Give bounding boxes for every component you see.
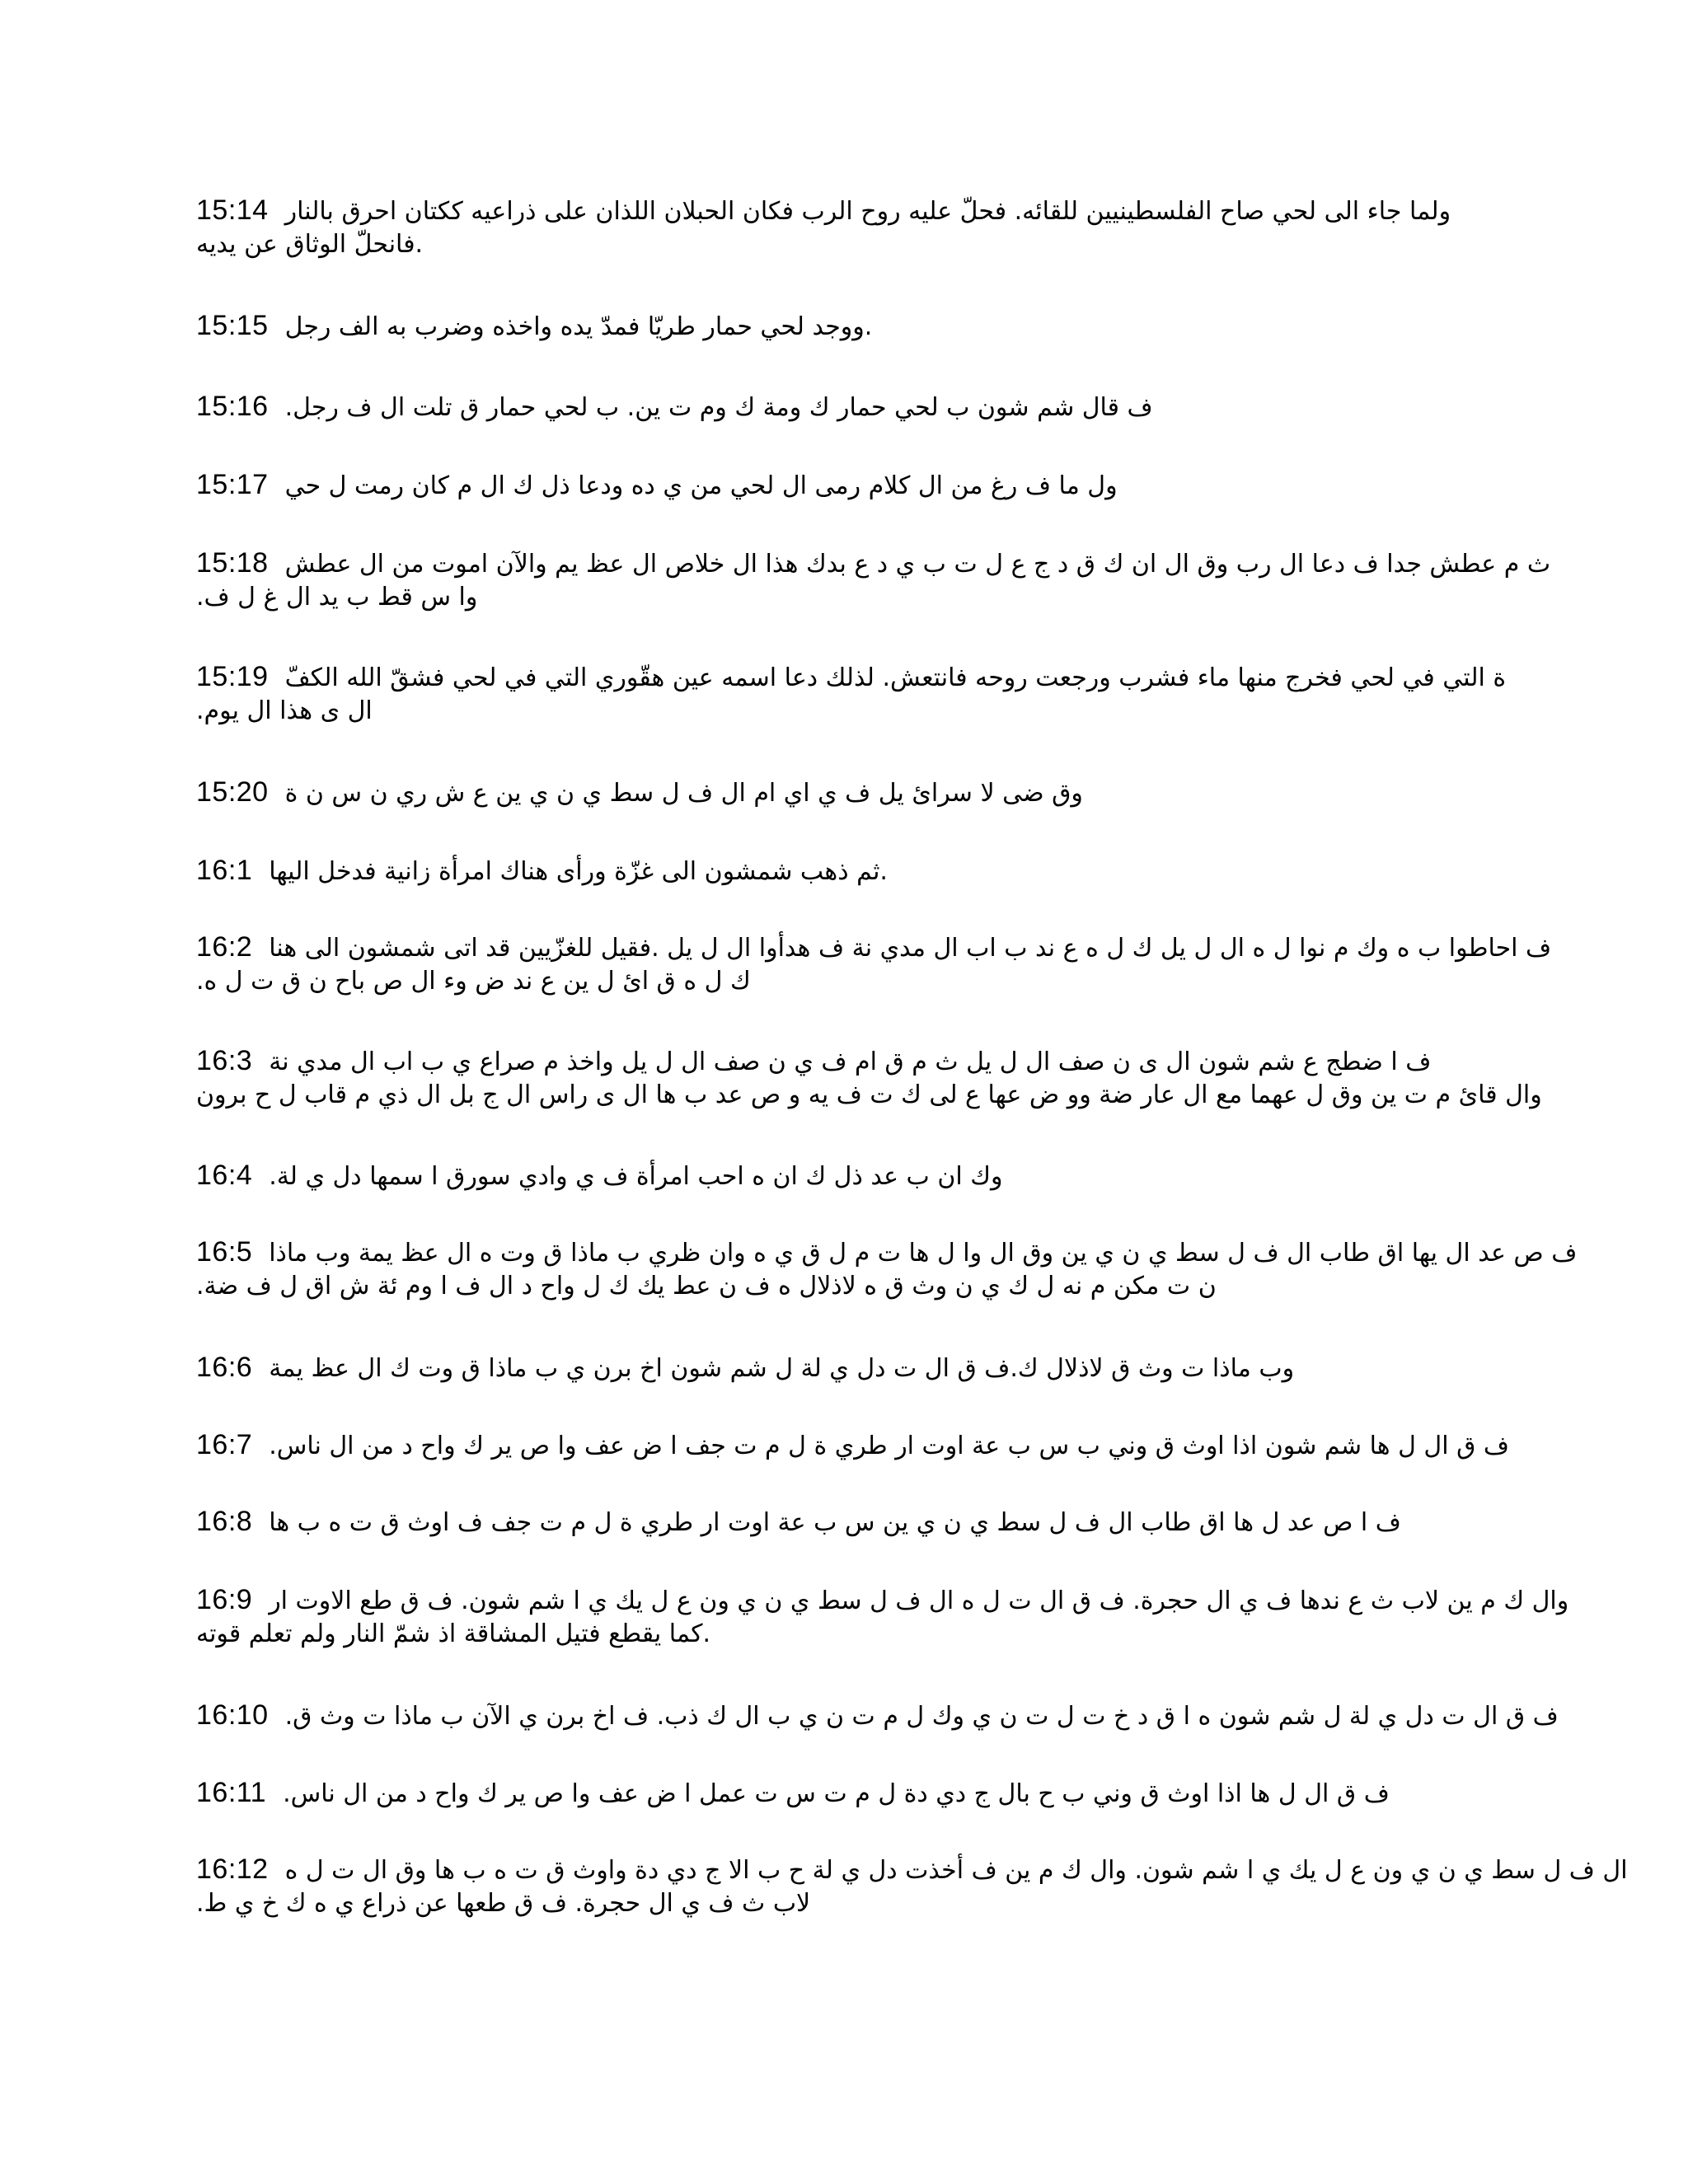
verse-15-15 xyxy=(196,310,1482,341)
verse-text: ف احاطوا ب ه وك م نوا ل ه ال ل يل ك ل ه ع ند ب اب ال مدي نة ف هدأوا ال ل يل .فقيل للغزّيين قد اتى شمشون الى هنا xyxy=(269,934,1552,963)
verse-15-14 xyxy=(196,194,1482,260)
verse-text: ول ما ف رغ من ال كلام رمى ال لحي من ي ده ودعا ذل ك ال م كان رمت ل حي xyxy=(284,471,1118,500)
verse-text: ة التي في لحي فخرج منها ماء فشرب ورجعت روحه فانتعش. لذلك دعا اسمه عين هقّوري التي في لحي فشقّ الله الكفّ xyxy=(284,663,1507,692)
verse-16-7 xyxy=(196,1429,1509,1460)
verse-reference: 16:11 xyxy=(196,1777,267,1808)
verse-text: ال ف ل سط ي ن ي ون ع ل يك ي ا شم شون. وال ك م ين ف أخذت دل ي لة ح ب الا ج دي دة واوث ق ت ه ب ها وق ال ت ل ه xyxy=(284,1856,1628,1885)
verse-reference: 16:8 xyxy=(196,1506,253,1537)
verse-reference: 16:2 xyxy=(196,931,253,963)
verse-text: ف ق ال ل ها شم شون اذا اوث ق وني ب س ب عة اوت ار طري ة ل م ت جف ا ض عف وا ص ير ك واح د من ال ناس. xyxy=(269,1432,1509,1460)
verse-reference: 15:18 xyxy=(196,547,269,579)
verse-text: وك ان ب عد ذل ك ان ه احب امرأة ف ي وادي سورق ا سمها دل ي لة. xyxy=(269,1162,1003,1191)
verse-16-3 xyxy=(196,1045,1542,1111)
verse-text: وق ضى لا سرائ يل ف ي اي ام ال ف ل سط ي ن ي ين ع ش ري ن س ن ة xyxy=(284,779,1083,808)
verse-16-9 xyxy=(196,1584,1569,1650)
verse-text: وال ك م ين لاب ث ع ندها ف ي ال حجرة. ف ق ال ت ل ه ال ف ل سط ي ن ي ون ع ل يك ي ا شم شون. ف ق طع الاوت ار xyxy=(269,1586,1569,1615)
verse-15-17 xyxy=(196,469,1482,500)
verse-text-continuation: .كما يقطع فتيل المشاقة اذ شمّ النار ولم تعلم قوته xyxy=(196,1619,711,1648)
verse-16-12 xyxy=(196,1854,1628,1919)
verse-reference: 15:16 xyxy=(196,391,269,422)
verse-text-continuation: ن ت مكن م نه ل ك ي ن وث ق ه لاذلال ه ف ن عط يك ك ل واح د ال ف ا وم ئة ش اق ل ف ضة. xyxy=(196,1272,1217,1301)
verse-reference: 16:3 xyxy=(196,1045,253,1076)
verse-15-16 xyxy=(196,391,1482,422)
verse-reference: 16:10 xyxy=(196,1699,269,1731)
verse-reference: 16:9 xyxy=(196,1584,253,1615)
verse-text-continuation: .فانحلّ الوثاق عن يديه xyxy=(196,230,424,259)
verse-text-continuation: لاب ث ف ي ال حجرة. ف ق طعها عن ذراع ي ه ك خ ي ط. xyxy=(196,1889,811,1918)
verse-reference: 15:19 xyxy=(196,661,269,692)
verse-16-2 xyxy=(196,931,1552,997)
verse-16-8 xyxy=(196,1506,1482,1537)
verse-text: ف ا ص عد ل ها اق طاب ال ف ل سط ي ن ي ين س ب عة اوت ار طري ة ل م ت جف ف اوث ق ت ه ب ها xyxy=(269,1508,1401,1537)
verse-16-10 xyxy=(196,1699,1559,1731)
verse-text: ف قال شم شون ب لحي حمار ك ومة ك وم ت ين. ب لحي حمار ق تلت ال ف رجل. xyxy=(284,393,1153,422)
verse-text: ث م عطش جدا ف دعا ال رب وق ال ان ك ق د ج ع ل ت ب ي د ع بدك هذا ال خلاص ال عظ يم والآن اموت من ال عطش xyxy=(284,550,1551,579)
verse-reference: 15:14 xyxy=(196,194,269,226)
verse-text: .ثم ذهب شمشون الى غزّة ورأى هناك امرأة زانية فدخل اليها xyxy=(269,857,888,886)
verse-reference: 15:20 xyxy=(196,776,269,808)
verse-reference: 16:5 xyxy=(196,1236,253,1268)
verse-15-19 xyxy=(196,661,1507,727)
verse-16-5 xyxy=(196,1236,1578,1302)
verse-reference: 15:17 xyxy=(196,469,269,500)
verse-text-continuation: وا س قط ب يد ال غ ل ف. xyxy=(196,583,478,612)
verse-text: ف ص عد ال يها اق طاب ال ف ل سط ي ن ي ين وق ال وا ل ها ت م ل ق ي ه وان ظري ب ماذا ق وت ه ال عظ يمة وب ماذا xyxy=(269,1239,1578,1268)
verse-text: ف ق ال ل ها اذا اوث ق وني ب ح بال ج دي دة ل م ت س ت عمل ا ض عف وا ص ير ك واح د من ال ناس. xyxy=(283,1779,1390,1808)
verse-text: .ووجد لحي حمار طريّا فمدّ يده واخذه وضرب به الف رجل xyxy=(284,312,873,341)
verse-reference: 16:6 xyxy=(196,1352,253,1383)
verse-16-1 xyxy=(196,855,1482,886)
verse-reference: 15:15 xyxy=(196,310,269,341)
verse-reference: 16:7 xyxy=(196,1429,253,1460)
verse-text-continuation: ك ل ه ق ائ ل ين ع ند ض وء ال ص باح ن ق ت ل ه. xyxy=(196,967,751,996)
verse-15-20 xyxy=(196,776,1482,808)
verse-text: ف ا ضطج ع شم شون ال ى ن صف ال ل يل ث م ق ام ف ي ن صف ال ل يل واخذ م صراع ي ب اب ال مدي نة xyxy=(269,1047,1432,1076)
verse-16-11 xyxy=(196,1777,1482,1808)
verse-text: وب ماذا ت وث ق لاذلال ك.ف ق ال ت دل ي لة ل شم شون اخ برن ي ب ماذا ق وت ك ال عظ يمة xyxy=(269,1354,1295,1383)
verse-16-4 xyxy=(196,1160,1482,1191)
verse-text-continuation: وال قائ م ت ين وق ل عهما مع ال عار ضة وو ض عها ع لى ك ت ف يه و ص عد ب ها ال ى راس ال ج بل ال ذي م قاب ل ح برون xyxy=(196,1080,1542,1109)
verse-reference: 16:4 xyxy=(196,1160,253,1191)
verse-text: ولما جاء الى لحي صاح الفلسطينيين للقائه. فحلّ عليه روح الرب فكان الحبلان اللذان على ذراعيه ككتان احرق بالنار xyxy=(284,197,1451,226)
verse-reference: 16:12 xyxy=(196,1854,269,1885)
verse-text-continuation: ال ى هذا ال يوم. xyxy=(196,696,373,725)
verse-reference: 16:1 xyxy=(196,855,253,886)
verse-text: ف ق ال ت دل ي لة ل شم شون ه ا ق د خ ت ل ت ن ي وك ل م ت ن ي ب ال ك ذب. ف اخ برن ي الآن ب ماذا ت وث ق. xyxy=(284,1702,1559,1731)
verse-16-6 xyxy=(196,1352,1482,1383)
verse-15-18 xyxy=(196,547,1551,613)
